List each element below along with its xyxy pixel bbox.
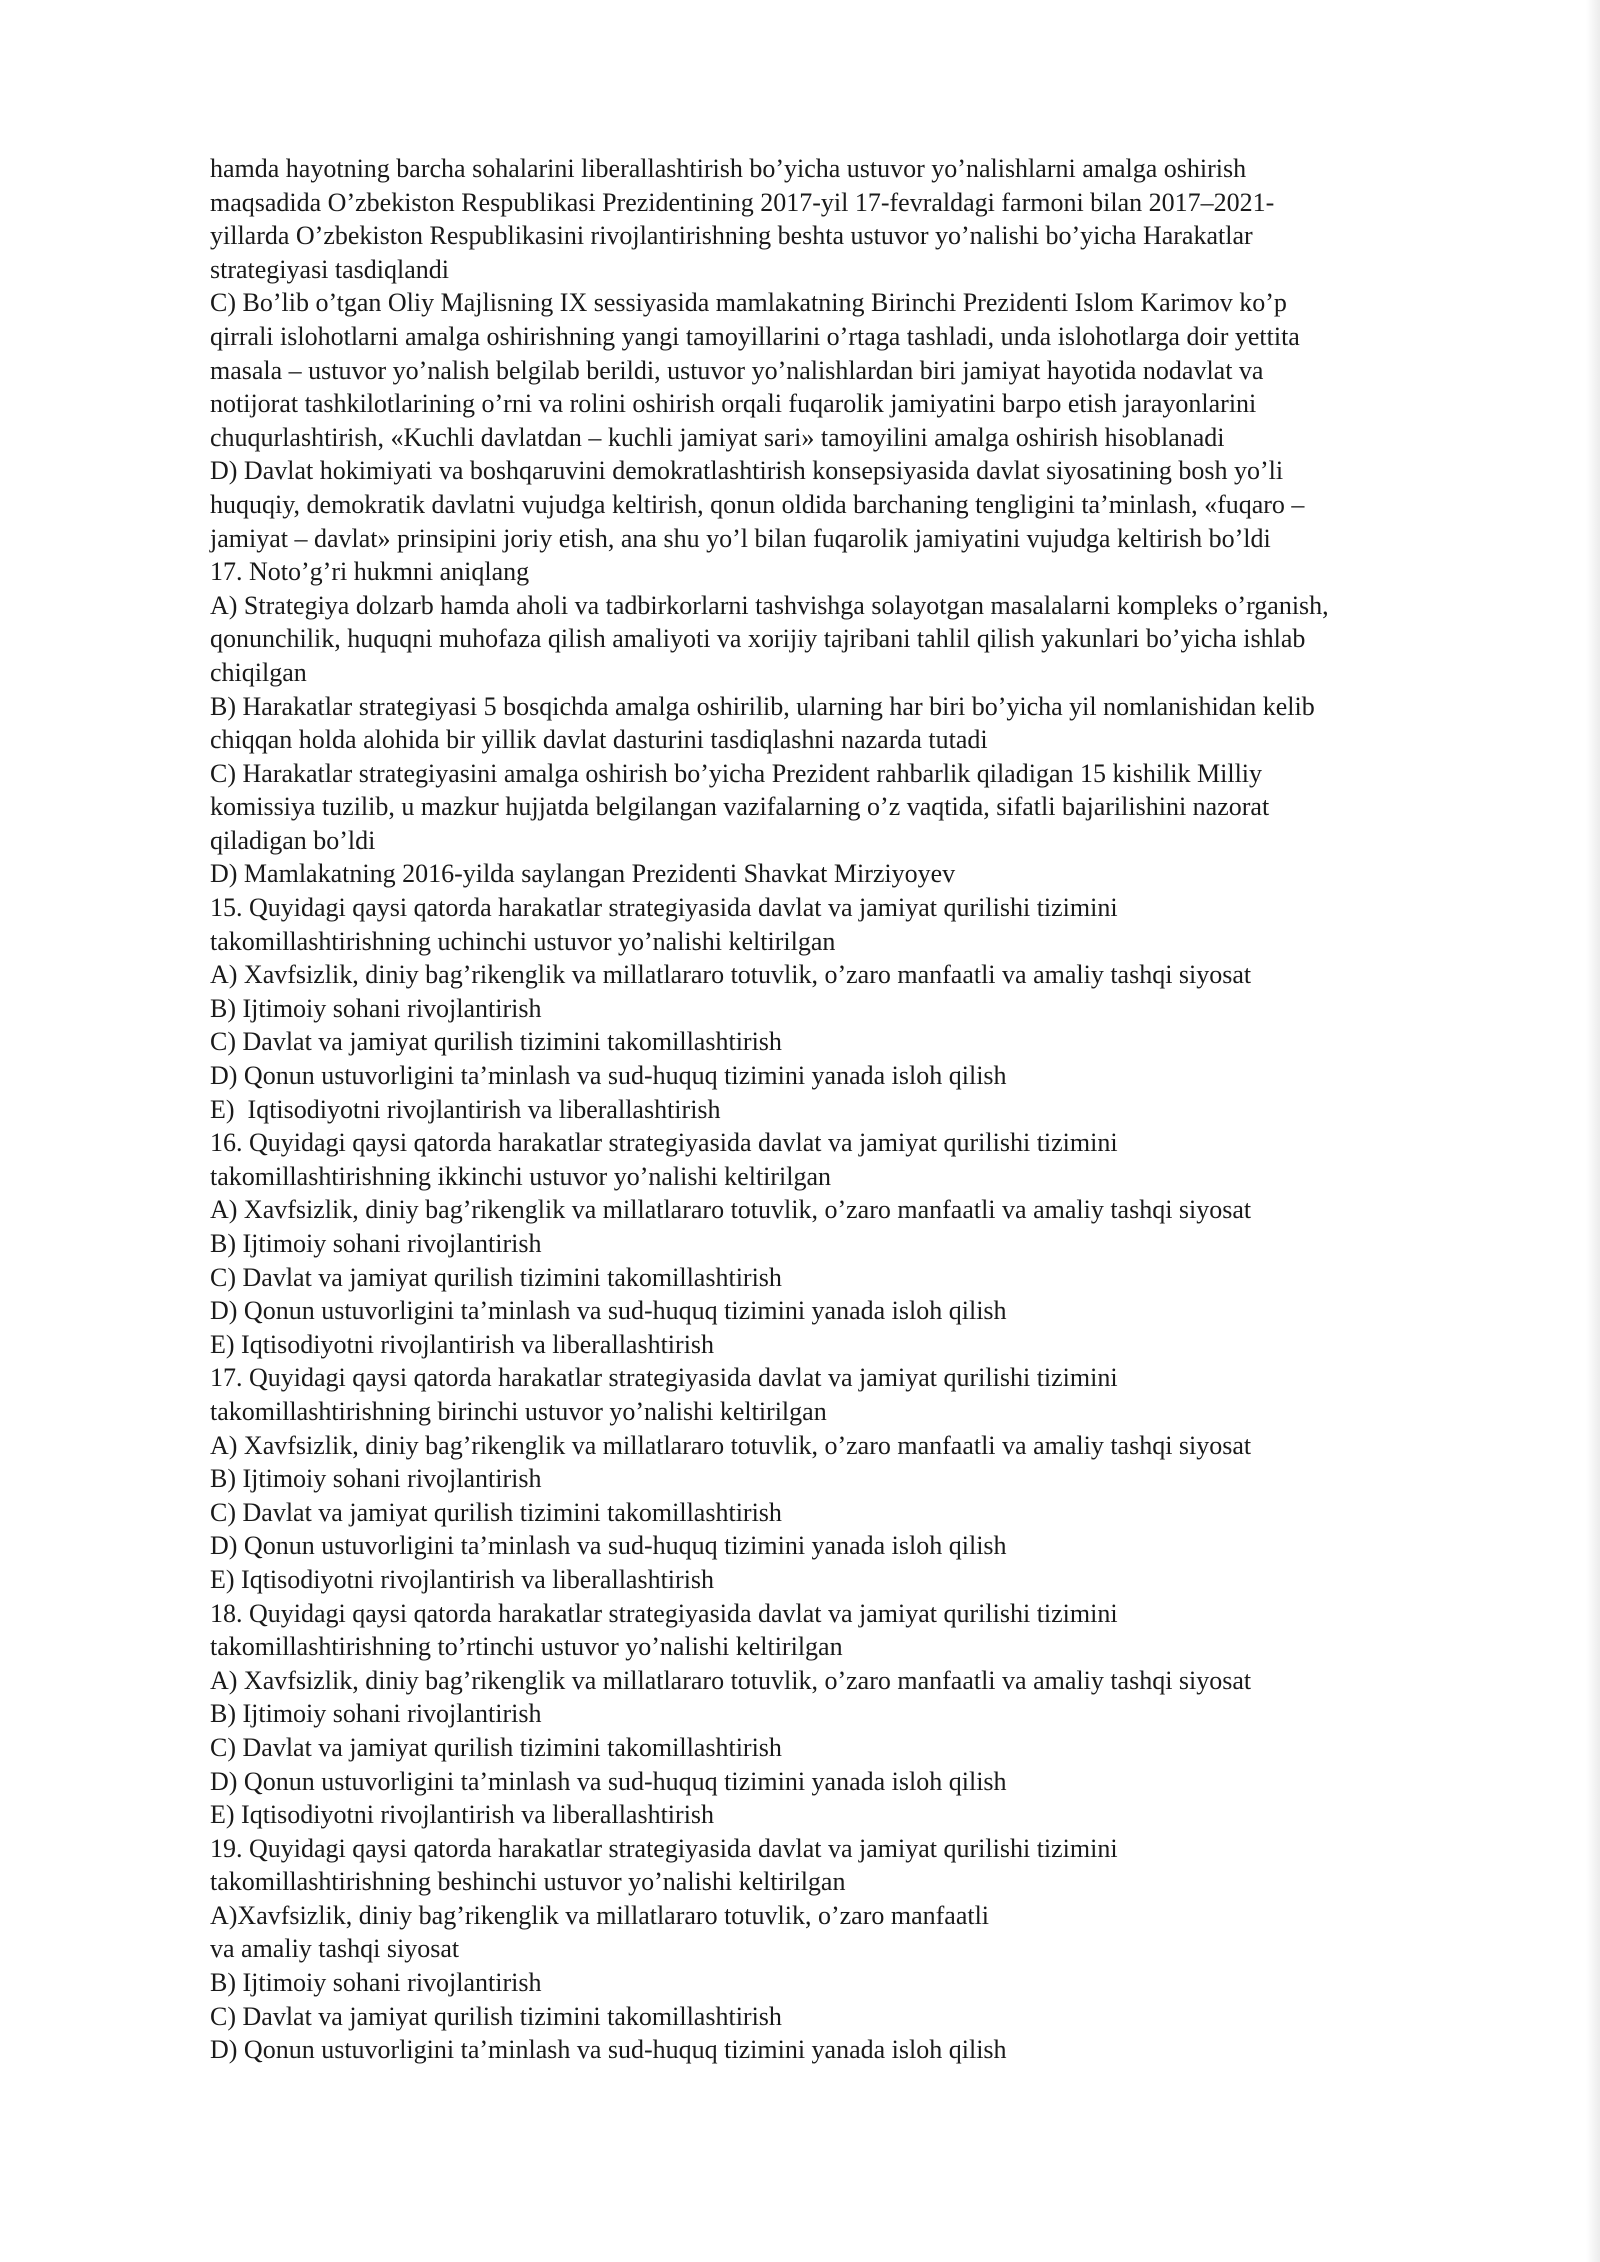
text-line: A) Strategiya dolzarb hamda aholi va tadbirkorlarni tashvishga solayotgan masalalarni kompleks o’rganish, — [210, 590, 1329, 620]
paragraph — [210, 1261, 1500, 1295]
text-line: C) Davlat va jamiyat qurilish tizimini takomillashtirish — [210, 1497, 782, 1527]
text-line: E) Iqtisodiyotni rivojlantirish va liberallashtirish — [210, 1094, 721, 1124]
paragraph — [210, 1496, 1500, 1530]
text-line: masala – ustuvor yo’nalish belgilab berildi, ustuvor yo’nalishlardan biri jamiyat hayotida nodavlat va — [210, 355, 1264, 385]
text-line: takomillashtirishning birinchi ustuvor yo’nalishi keltirilgan — [210, 1396, 827, 1426]
paragraph — [210, 1429, 1500, 1463]
text-line: B) Ijtimoiy sohani rivojlantirish — [210, 1968, 542, 1998]
text-line: 18. Quyidagi qaysi qatorda harakatlar strategiyasida davlat va jamiyat qurilishi tizimini — [210, 1598, 1118, 1628]
paragraph — [210, 152, 1500, 286]
paragraph — [210, 1798, 1500, 1832]
text-line: B) Harakatlar strategiyasi 5 bosqichda amalga oshirilib, ularning har biri bo’yicha yil nomlanishidan kelib — [210, 691, 1315, 721]
paragraph — [210, 1899, 1500, 1966]
text-line: huquqiy, demokratik davlatni vujudga keltirish, qonun oldida barchaning tengligini ta’minlash, «fuqaro – — [210, 489, 1305, 519]
paragraph — [210, 589, 1500, 690]
text-line: qirrali islohotlarni amalga oshirishning yangi tamoyillarini o’rtaga tashladi, unda islohotlarga doir yettita — [210, 321, 1300, 351]
text-line: strategiyasi tasdiqlandi — [210, 254, 450, 284]
text-line: takomillashtirishning uchinchi ustuvor yo’nalishi keltirilgan — [210, 926, 836, 956]
text-line: C) Davlat va jamiyat qurilish tizimini takomillashtirish — [210, 1732, 782, 1762]
text-line: C) Davlat va jamiyat qurilish tizimini takomillashtirish — [210, 1027, 782, 1057]
paragraph — [210, 1597, 1500, 1664]
paragraph — [210, 1328, 1500, 1362]
text-line: D) Qonun ustuvorligini ta’minlash va sud-huquq tizimini yanada isloh qilish — [210, 1061, 1007, 1091]
text-line: qonunchilik, huquqni muhofaza qilish amaliyoti va xorijiy tajribani tahlil qilish yakunlari bo’yicha ishlab — [210, 624, 1306, 654]
text-line: D) Qonun ustuvorligini ta’minlash va sud-huquq tizimini yanada isloh qilish — [210, 1531, 1007, 1561]
paragraph — [210, 992, 1500, 1026]
text-line: jamiyat – davlat» prinsipini joriy etish, ana shu yo’l bilan fuqarolik jamiyatini vujudga keltirish bo’ldi — [210, 523, 1271, 553]
text-line: A) Xavfsizlik, diniy bag’rikenglik va millatlararo totuvlik, o’zaro manfaatli va amaliy tashqi siyosat — [210, 1430, 1252, 1460]
text-line: D) Qonun ustuvorligini ta’minlash va sud-huquq tizimini yanada isloh qilish — [210, 1766, 1007, 1796]
paragraph — [210, 1697, 1500, 1731]
paragraph — [210, 1832, 1500, 1899]
paragraph — [210, 1462, 1500, 1496]
paragraph — [210, 1966, 1500, 2000]
text-line: D) Qonun ustuvorligini ta’minlash va sud-huquq tizimini yanada isloh qilish — [210, 1296, 1007, 1326]
paragraph — [210, 1361, 1500, 1428]
text-line: B) Ijtimoiy sohani rivojlantirish — [210, 993, 542, 1023]
text-line: E) Iqtisodiyotni rivojlantirish va liberallashtirish — [210, 1564, 715, 1594]
text-line: chuqurlashtirish, «Kuchli davlatdan – kuchli jamiyat sari» tamoyilini amalga oshirish hisoblanadi — [210, 422, 1225, 452]
text-line: takomillashtirishning beshinchi ustuvor yo’nalishi keltirilgan — [210, 1867, 846, 1897]
text-line: B) Ijtimoiy sohani rivojlantirish — [210, 1229, 542, 1258]
paragraph — [210, 1563, 1500, 1597]
paragraph — [210, 286, 1500, 454]
text-line: A)Xavfsizlik, diniy bag’rikenglik va millatlararo totuvlik, o’zaro manfaatli — [210, 1900, 990, 1930]
text-line: A) Xavfsizlik, diniy bag’rikenglik va millatlararo totuvlik, o’zaro manfaatli va amaliy tashqi siyosat — [210, 1195, 1252, 1225]
text-line: takomillashtirishning to’rtinchi ustuvor yo’nalishi keltirilgan — [210, 1632, 843, 1662]
paragraph — [210, 1093, 1500, 1127]
text-line: 17. Noto’g’ri hukmni aniqlang — [210, 557, 530, 587]
paragraph — [210, 1765, 1500, 1799]
paragraph — [210, 1731, 1500, 1765]
text-line: qiladigan bo’ldi — [210, 825, 376, 855]
paragraph — [210, 2033, 1500, 2067]
paragraph — [210, 1193, 1500, 1227]
paragraph — [210, 891, 1500, 958]
paragraph — [210, 1025, 1500, 1059]
text-line: komissiya tuzilib, u mazkur hujjatda belgilangan vazifalarning o’z vaqtida, sifatli bajarilishini nazorat — [210, 792, 1270, 822]
text-line: D) Mamlakatning 2016-yilda saylangan Prezidenti Shavkat Mirziyoyev — [210, 859, 956, 889]
text-line: maqsadida O’zbekiston Respublikasi Prezidentining 2017-yil 17-fevraldagi farmoni bilan 2017–2021- — [210, 187, 1275, 217]
text-line: 15. Quyidagi qaysi qatorda harakatlar strategiyasida davlat va jamiyat qurilishi tizimini — [210, 893, 1118, 923]
text-line: B) Ijtimoiy sohani rivojlantirish — [210, 1699, 542, 1729]
text-line: chiqilgan — [210, 657, 307, 687]
text-line: yillarda O’zbekiston Respublikasini rivojlantirishning beshta ustuvor yo’nalishi bo’yicha Harakatlar — [210, 221, 1253, 251]
paragraph — [210, 857, 1500, 891]
paragraph — [210, 958, 1500, 992]
text-line: E) Iqtisodiyotni rivojlantirish va liberallashtirish — [210, 1329, 715, 1359]
paragraph — [210, 690, 1500, 757]
paragraph — [210, 454, 1500, 555]
paragraph — [210, 1059, 1500, 1093]
paragraph — [210, 1529, 1500, 1563]
text-line: hamda hayotning barcha sohalarini liberallashtirish bo’yicha ustuvor yo’nalishlarni amalga oshirish — [210, 154, 1247, 183]
text-line: E) Iqtisodiyotni rivojlantirish va liberallashtirish — [210, 1800, 715, 1830]
text-line: D) Davlat hokimiyati va boshqaruvini demokratlashtirish konsepsiyasida davlat siyosatining bosh yo’li — [210, 456, 1284, 486]
text-line: takomillashtirishning ikkinchi ustuvor yo’nalishi keltirilgan — [210, 1161, 832, 1191]
document-body — [210, 152, 1500, 2067]
text-line: va amaliy tashqi siyosat — [210, 1934, 460, 1964]
paragraph — [210, 757, 1500, 858]
page-edge — [1586, 0, 1600, 2262]
text-line: C) Davlat va jamiyat qurilish tizimini takomillashtirish — [210, 2001, 782, 2031]
text-line: 19. Quyidagi qaysi qatorda harakatlar strategiyasida davlat va jamiyat qurilishi tizimini — [210, 1833, 1118, 1863]
text-line: 17. Quyidagi qaysi qatorda harakatlar strategiyasida davlat va jamiyat qurilishi tizimini — [210, 1363, 1118, 1393]
text-line: C) Davlat va jamiyat qurilish tizimini takomillashtirish — [210, 1262, 782, 1292]
text-line: notijorat tashkilotlarining o’rni va rolini oshirish orqali fuqarolik jamiyatini barpo etish jarayonlarini — [210, 389, 1257, 419]
paragraph — [210, 2000, 1500, 2034]
paragraph — [210, 1294, 1500, 1328]
text-line: D) Qonun ustuvorligini ta’minlash va sud-huquq tizimini yanada isloh qilish — [210, 2035, 1007, 2065]
paragraph — [210, 555, 1500, 589]
text-line: 16. Quyidagi qaysi qatorda harakatlar strategiyasida davlat va jamiyat qurilishi tizimini — [210, 1128, 1118, 1158]
paragraph — [210, 1227, 1500, 1261]
text-line: A) Xavfsizlik, diniy bag’rikenglik va millatlararo totuvlik, o’zaro manfaatli va amaliy tashqi siyosat — [210, 1665, 1252, 1695]
text-line: A) Xavfsizlik, diniy bag’rikenglik va millatlararo totuvlik, o’zaro manfaatli va amaliy tashqi siyosat — [210, 960, 1252, 990]
text-line: C) Harakatlar strategiyasini amalga oshirish bo’yicha Prezident rahbarlik qiladigan 15 kishilik Milliy — [210, 758, 1263, 788]
text-line: C) Bo’lib o’tgan Oliy Majlisning IX sessiyasida mamlakatning Birinchi Prezidenti Islom Karimov ko’p — [210, 288, 1287, 318]
text-line: chiqqan holda alohida bir yillik davlat dasturini tasdiqlashni nazarda tutadi — [210, 725, 988, 755]
paragraph — [210, 1126, 1500, 1193]
text-line: B) Ijtimoiy sohani rivojlantirish — [210, 1464, 542, 1494]
paragraph — [210, 1664, 1500, 1698]
